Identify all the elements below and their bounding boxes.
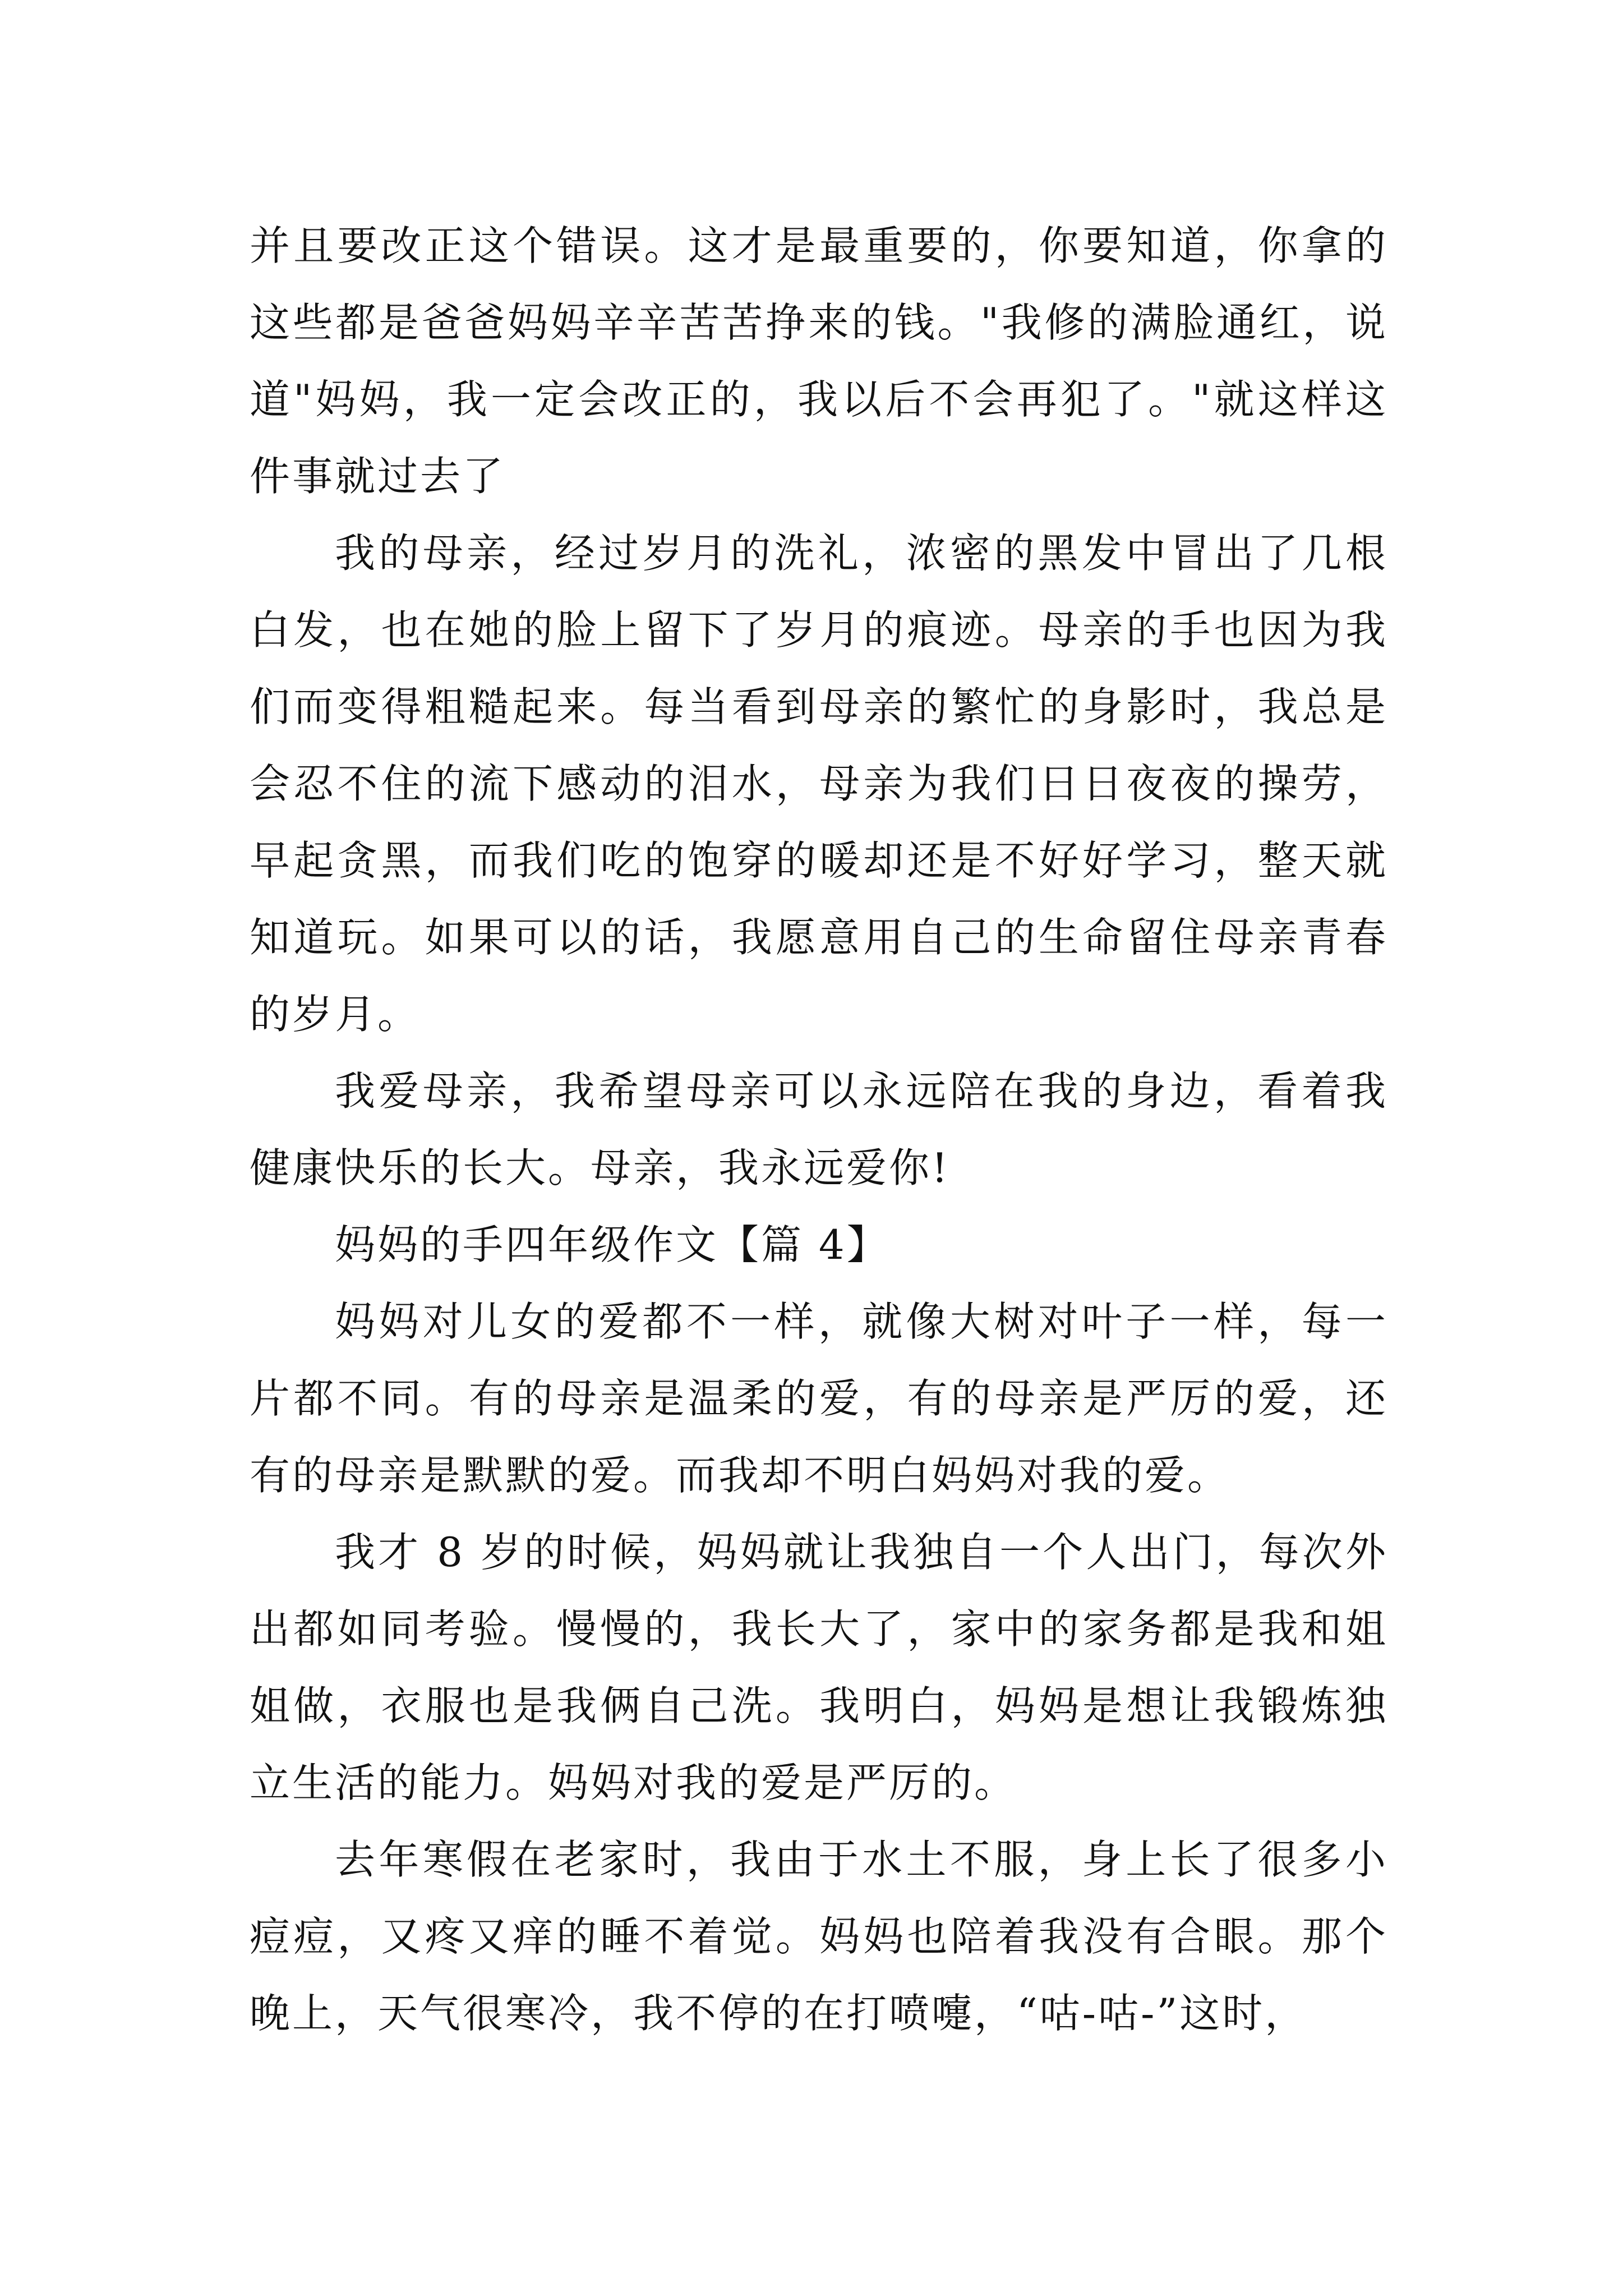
paragraph-mother-aging: 我的母亲，经过岁月的洗礼，浓密的黑发中冒出了几根白发，也在她的脸上留下了岁月的痕迹。母亲的手也因为我们而变得粗糙起来。每当看到母亲的繁忙的身影时，我总是会忍不住的流下感动的泪水，母亲为我们日日夜夜的操劳，早起贪黑，而我们吃的饱穿的暖却还是不好好学习，整天就知道玩。如果可以的话，我愿意用自己的生命留住母亲青春的岁月。	[250, 530, 1388, 1038]
document-body	[250, 208, 1388, 2052]
paragraph-independence: 我才 8 岁的时候，妈妈就让我独自一个人出门，每次外出都如同考验。慢慢的，我长大了，家中的家务都是我和姐姐做，衣服也是我俩自己洗。我明白，妈妈是想让我锻炼独立生活的能力。妈妈对我的爱是严厉的。	[250, 1529, 1388, 1806]
paragraph-kinds-of-love: 妈妈对儿女的爱都不一样，就像大树对叶子一样，每一片都不同。有的母亲是温柔的爱，有的母亲是严厉的爱，还有的母亲是默默的爱。而我却不明白妈妈对我的爱。	[250, 1298, 1388, 1499]
paragraph-love-mother: 我爱母亲，我希望母亲可以永远陪在我的身边，看着我健康快乐的长大。母亲，我永远爱你!	[250, 1068, 1388, 1191]
section-heading: 妈妈的手四年级作文【篇 4】	[335, 1221, 889, 1268]
paragraph-continued: 并且要改正这个错误。这才是最重要的，你要知道，你拿的这些都是爸爸妈妈辛辛苦苦挣来的钱。"我修的满脸通红，说道"妈妈，我一定会改正的，我以后不会再犯了。"就这样这件事就过去了	[250, 222, 1388, 500]
paragraph-winter-night: 去年寒假在老家时，我由于水土不服，身上长了很多小痘痘，又疼又痒的睡不着觉。妈妈也陪着我没有合眼。那个晚上，天气很寒冷，我不停的在打喷嚏，“咕-咕-”这时，	[250, 1836, 1388, 2037]
